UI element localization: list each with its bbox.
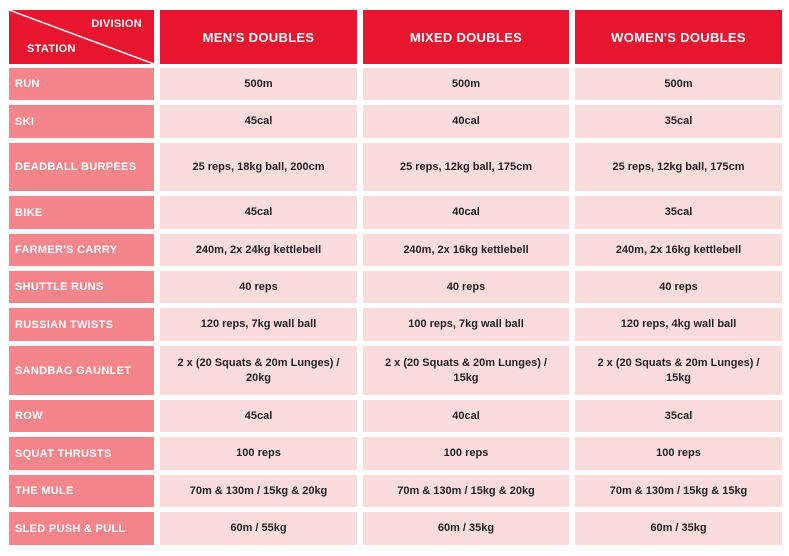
table-cell-womens-doubles: 100 reps xyxy=(575,437,782,470)
table-cell-mens-doubles: 25 reps, 18kg ball, 200cm xyxy=(160,143,357,191)
table-cell-mens-doubles: 45cal xyxy=(160,196,357,229)
table-cell-mixed-doubles: 40cal xyxy=(363,400,569,432)
column-header-mens-doubles: MEN'S DOUBLES xyxy=(160,10,357,64)
station-label-cell: SLED PUSH & PULL xyxy=(9,512,154,545)
table-cell-womens-doubles: 60m / 35kg xyxy=(575,512,782,545)
table-cell-mens-doubles: 45cal xyxy=(160,400,357,432)
table-cell-mixed-doubles: 2 x (20 Squats & 20m Lunges) / 15kg xyxy=(363,346,569,395)
table-cell-womens-doubles: 70m & 130m / 15kg & 15kg xyxy=(575,475,782,507)
table-cell-mens-doubles: 100 reps xyxy=(160,437,357,470)
table-cell-mixed-doubles: 40 reps xyxy=(363,271,569,303)
station-label-cell: RUSSIAN TWISTS xyxy=(9,308,154,341)
table-corner-header xyxy=(9,10,154,64)
table-cell-mens-doubles: 40 reps xyxy=(160,271,357,303)
table-cell-mixed-doubles: 100 reps, 7kg wall ball xyxy=(363,308,569,341)
table-cell-mixed-doubles: 500m xyxy=(363,68,569,100)
column-header-womens-doubles: WOMEN'S DOUBLES xyxy=(575,10,782,64)
table-cell-womens-doubles: 500m xyxy=(575,68,782,100)
table-cell-mixed-doubles: 100 reps xyxy=(363,437,569,470)
station-label-cell: SANDBAG GAUNLET xyxy=(9,346,154,395)
table-cell-womens-doubles: 35cal xyxy=(575,196,782,229)
table-cell-mens-doubles: 240m, 2x 24kg kettlebell xyxy=(160,234,357,266)
table-cell-womens-doubles: 35cal xyxy=(575,400,782,432)
division-label: DIVISION xyxy=(91,18,142,30)
station-label-cell: SHUTTLE RUNS xyxy=(9,271,154,303)
table-cell-womens-doubles: 120 reps, 4kg wall ball xyxy=(575,308,782,341)
table-cell-mixed-doubles: 70m & 130m / 15kg & 20kg xyxy=(363,475,569,507)
table-cell-mixed-doubles: 240m, 2x 16kg kettlebell xyxy=(363,234,569,266)
station-label-cell: SKI xyxy=(9,105,154,138)
table-cell-womens-doubles: 2 x (20 Squats & 20m Lunges) / 15kg xyxy=(575,346,782,395)
table-cell-mens-doubles: 120 reps, 7kg wall ball xyxy=(160,308,357,341)
table-cell-mens-doubles: 60m / 55kg xyxy=(160,512,357,545)
table-cell-mens-doubles: 70m & 130m / 15kg & 20kg xyxy=(160,475,357,507)
table-cell-womens-doubles: 35cal xyxy=(575,105,782,138)
table-cell-womens-doubles: 40 reps xyxy=(575,271,782,303)
station-label-cell: BIKE xyxy=(9,196,154,229)
table-cell-mens-doubles: 45cal xyxy=(160,105,357,138)
table-cell-womens-doubles: 25 reps, 12kg ball, 175cm xyxy=(575,143,782,191)
station-label-cell: FARMER'S CARRY xyxy=(9,234,154,266)
table-cell-mixed-doubles: 40cal xyxy=(363,196,569,229)
table-cell-mixed-doubles: 25 reps, 12kg ball, 175cm xyxy=(363,143,569,191)
station-label-cell: SQUAT THRUSTS xyxy=(9,437,154,470)
station-label-cell: THE MULE xyxy=(9,475,154,507)
table-cell-mens-doubles: 500m xyxy=(160,68,357,100)
station-label: STATION xyxy=(27,43,76,55)
station-label-cell: DEADBALL BURPEES xyxy=(9,143,154,191)
column-header-mixed-doubles: MIXED DOUBLES xyxy=(363,10,569,64)
table-cell-mixed-doubles: 40cal xyxy=(363,105,569,138)
table-cell-mixed-doubles: 60m / 35kg xyxy=(363,512,569,545)
table-cell-mens-doubles: 2 x (20 Squats & 20m Lunges) / 20kg xyxy=(160,346,357,395)
station-label-cell: RUN xyxy=(9,68,154,100)
station-label-cell: ROW xyxy=(9,400,154,432)
table-cell-womens-doubles: 240m, 2x 16kg kettlebell xyxy=(575,234,782,266)
